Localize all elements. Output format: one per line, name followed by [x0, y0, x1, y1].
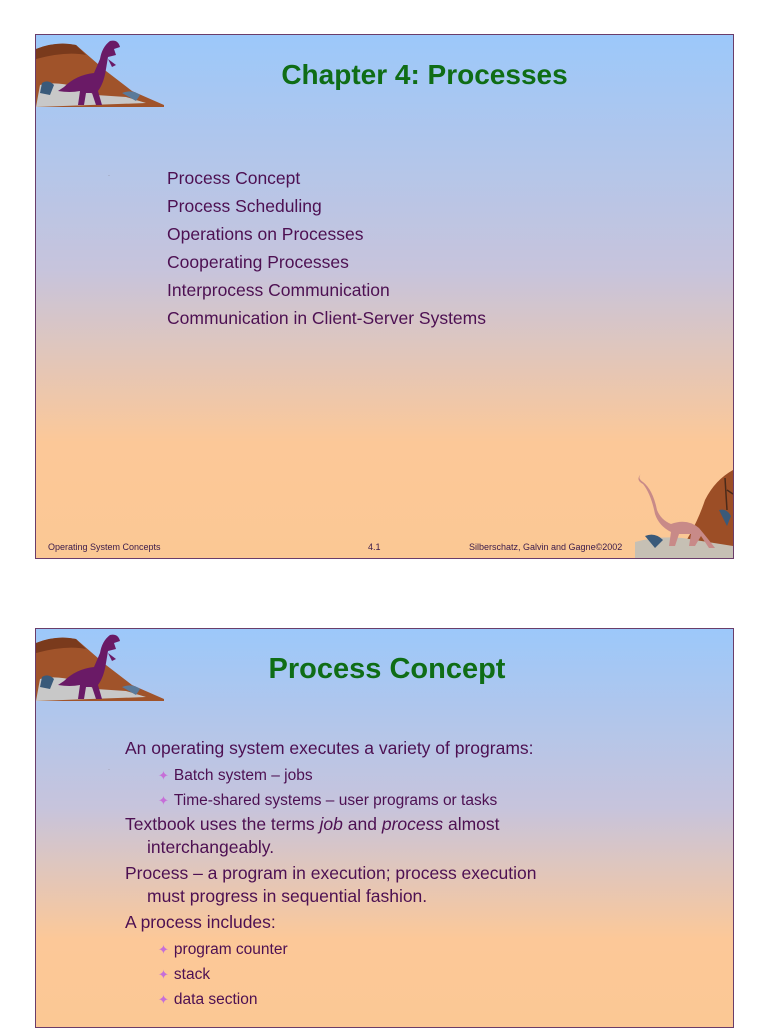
star-bullet-icon: ✦: [158, 793, 169, 808]
speck: ·: [108, 767, 110, 773]
star-bullet-icon: ✦: [158, 992, 169, 1007]
bullet-paragraph: An operating system executes a variety of programs:: [125, 738, 534, 758]
star-bullet-icon: ✦: [158, 967, 169, 982]
brontosaurus-illustration: [635, 470, 733, 558]
footer-page-number: 4.1: [368, 542, 381, 552]
speck: ·: [108, 173, 110, 179]
sub-bullet: ✦ data section: [158, 991, 258, 1008]
outline-item: Process Scheduling: [167, 196, 322, 216]
bullet-paragraph: Textbook uses the terms job and process almost interchangeably.: [125, 814, 500, 857]
outline-item: Cooperating Processes: [167, 252, 349, 272]
slide-title: Process Concept: [268, 653, 506, 685]
slide-2: [35, 628, 734, 1028]
footer-book-title: Operating System Concepts: [48, 542, 161, 552]
star-bullet-icon: ✦: [158, 768, 169, 783]
sub-bullet: ✦ Batch system – jobs: [158, 767, 313, 784]
bullet-paragraph: Process – a program in execution; process execution must progress in sequential fashion.: [125, 863, 537, 906]
chapter-outline: [167, 164, 486, 332]
sub-bullet: ✦ Time-shared systems – user programs or tasks: [158, 792, 498, 809]
sub-bullet: ✦ program counter: [158, 941, 288, 958]
outline-item: Operations on Processes: [167, 224, 364, 244]
slide-body: [125, 737, 645, 1012]
bullet-paragraph: A process includes:: [125, 912, 276, 932]
slide-1: [35, 34, 734, 559]
outline-item: Communication in Client-Server Systems: [167, 308, 486, 328]
outline-item: Interprocess Communication: [167, 280, 390, 300]
sub-bullet: ✦ stack: [158, 966, 211, 983]
star-bullet-icon: ✦: [158, 942, 169, 957]
outline-item: Process Concept: [167, 168, 301, 188]
slide-title: Chapter 4: Processes: [281, 59, 568, 90]
footer-authors: Silberschatz, Galvin and Gagne©2002: [469, 542, 623, 552]
